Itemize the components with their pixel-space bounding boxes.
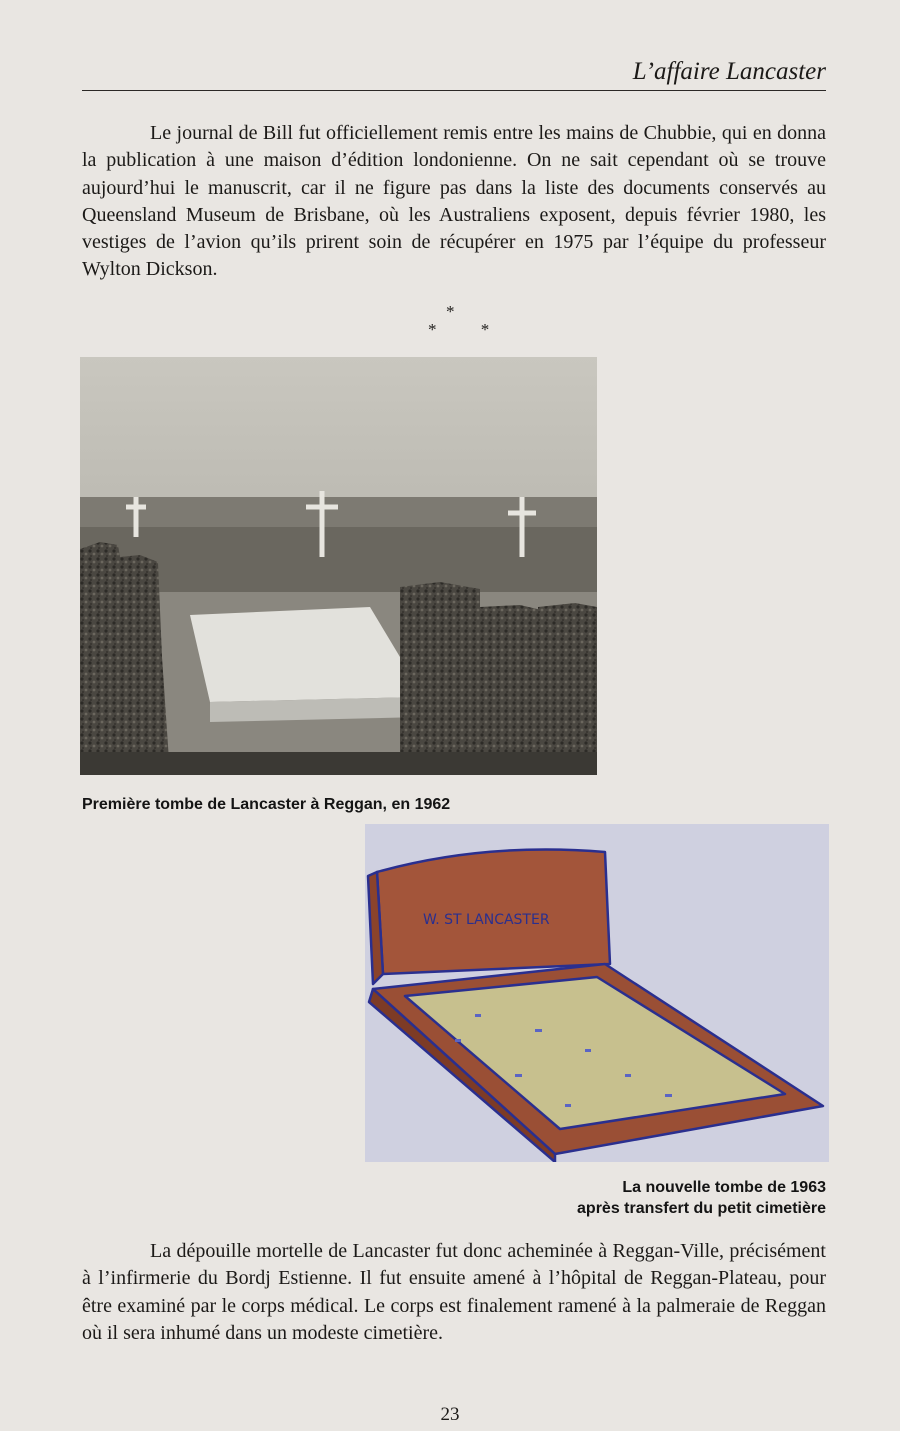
grave-drawing-1963 — [365, 824, 829, 1162]
photo-caption: Première tombe de Lancaster à Reggan, en 1962 — [82, 796, 451, 813]
drawing-caption-line-1: La nouvelle tombe de 1963 — [622, 1179, 826, 1196]
drawing-inscription: W. ST LANCASTER — [423, 912, 550, 928]
drawing-caption-line-2: après transfert du petit cimetière — [577, 1200, 826, 1217]
drawing-caption — [577, 1177, 826, 1219]
running-head: L’affaire Lancaster — [82, 58, 826, 91]
section-separator-bottom: * * — [428, 320, 510, 339]
page-number: 23 — [440, 1404, 460, 1425]
section-separator-top: * — [446, 302, 455, 321]
paragraph-2: La dépouille mortelle de Lancaster fut donc acheminée à Reggan-Ville, précisément à l’infirmerie du Bordj Estienne. Il fut ensuite amené à l’hôpital de Reggan-Plateau, pour être examiné par le corps médical. Le corps est finalement ramené à la palmeraie de Reggan où il sera inhumé dans un modeste cimetière. — [82, 1240, 826, 1344]
paragraph-1: Le journal de Bill fut officiellement remis entre les mains de Chubbie, qui en donna la publication à une maison d’édition londonienne. On ne sait cependant où se trouve aujourd’hui le manuscrit, car il ne figure pas dans la liste des documents conservés au Queensland Museum de Brisbane, où les Australiens exposent, depuis février 1980, les vestiges de l’avion qu’ils prirent soin de récupérer en 1975 par l’équipe du professeur Wylton Dickson. — [82, 122, 826, 281]
grave-photo-1962 — [80, 357, 597, 775]
